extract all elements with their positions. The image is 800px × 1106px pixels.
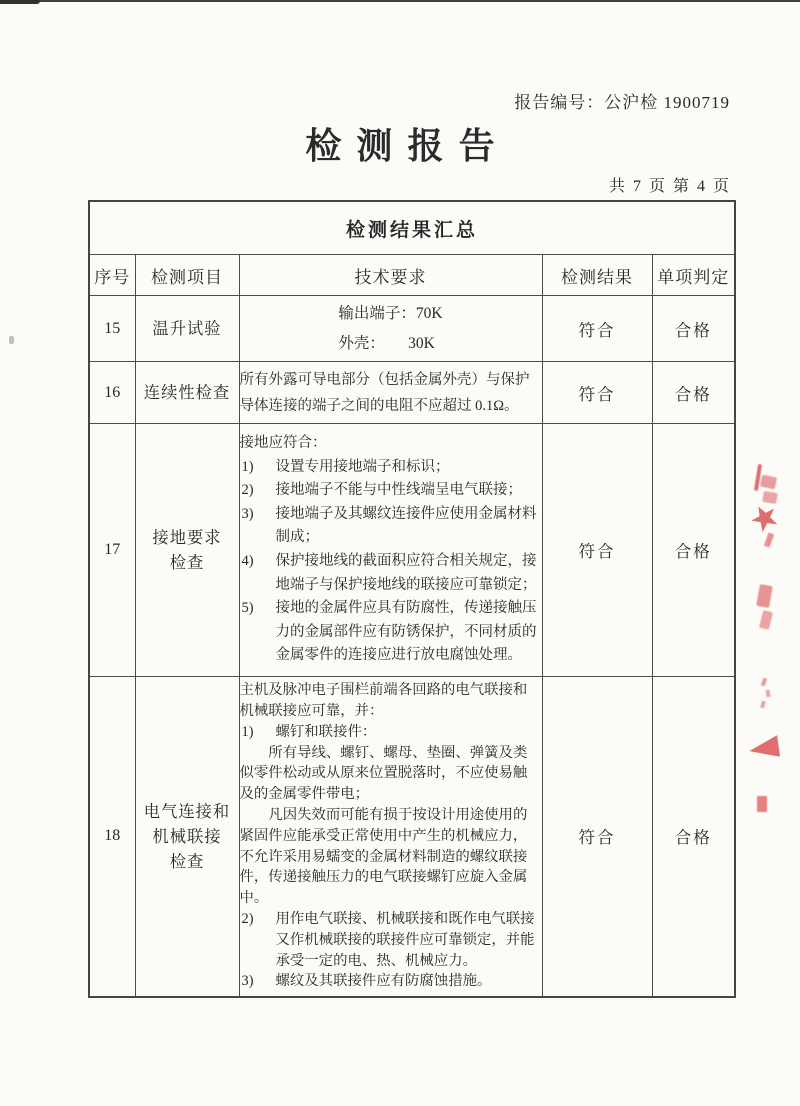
list-marker: 3) xyxy=(241,973,254,990)
test-results-table xyxy=(88,200,736,998)
item-judgment: 合格 xyxy=(652,362,735,424)
requirement-block xyxy=(240,367,542,419)
page-title: 检测报告 xyxy=(305,126,510,166)
requirement-line: 输出端子：70K xyxy=(338,304,443,322)
row-number: 15 xyxy=(89,296,135,362)
table-row xyxy=(89,362,735,424)
item-judgment: 合格 xyxy=(652,296,735,362)
test-result: 符合 xyxy=(542,362,652,424)
column-header: 检测结果 xyxy=(542,255,652,296)
list-marker: 2) xyxy=(241,482,254,499)
table-title: 检测结果汇总 xyxy=(89,201,735,255)
requirement-line xyxy=(240,456,542,480)
requirement-text: 保护接地线的截面积应符合相关规定，接地端子与保护接地线的联接应可靠锁定； xyxy=(275,553,537,593)
requirement-line xyxy=(240,503,542,550)
test-item-line: 温升试验 xyxy=(152,319,222,338)
requirement-line: 主机及脉冲电子围栏前端各回路的电气联接和机械联接应可靠，并： xyxy=(239,682,528,720)
list-marker: 1) xyxy=(241,458,254,475)
column-header: 技术要求 xyxy=(239,255,542,296)
stamp-fragment xyxy=(748,735,781,761)
column-header: 单项判定 xyxy=(652,255,735,296)
test-item-line: 电气连接和 xyxy=(143,801,231,821)
test-item xyxy=(135,424,239,677)
requirement-text: 设置专用接地端子和标识； xyxy=(275,458,450,475)
requirement-line xyxy=(240,550,542,597)
stamp-fragment xyxy=(759,610,773,630)
requirement-text: 接地端子不能与中性线端呈电气联接； xyxy=(275,482,522,499)
test-item-line: 检查 xyxy=(169,851,205,871)
test-item xyxy=(135,296,239,362)
list-marker: 3) xyxy=(241,505,254,522)
test-result: 符合 xyxy=(542,424,652,677)
results-table-container xyxy=(88,200,736,998)
requirement-text: 用作电气联接、机械联接和既作电气联接又作机械联接的联接件应可靠锁定，并能承受一定的电、热、机械应力。 xyxy=(275,911,535,969)
test-result: 符合 xyxy=(542,296,652,362)
requirement-text: 螺钉和联接件： xyxy=(275,723,377,740)
requirement-text: 螺纹及其联接件应有防腐蚀措施。 xyxy=(275,973,492,990)
test-item-line: 接地要求 xyxy=(152,528,222,547)
page-count-indicator: 共 7 页 第 4 页 xyxy=(608,178,731,195)
stamp-fragment xyxy=(756,584,773,608)
table-row xyxy=(89,424,735,677)
requirement-line xyxy=(240,479,542,503)
test-item-line: 机械联接 xyxy=(152,826,222,846)
report-number: 报告编号：公沪检 1900719 xyxy=(514,93,730,112)
scan-edge-artifact xyxy=(0,0,40,4)
stamp-fragment xyxy=(757,796,767,812)
stamp-fragment xyxy=(760,701,766,709)
stamp-fragment xyxy=(760,475,777,490)
requirement-line xyxy=(240,722,542,743)
technical-requirement xyxy=(239,424,542,677)
list-marker: 5) xyxy=(241,600,254,617)
requirement-line: 凡因失效而可能有损于按设计用途使用的紧固件应能承受正常使用中产生的机械应力，不允许采用易蠕变的金属材料制造的螺纹联接件，传递接触压力的电气联接螺钉应旋入金属中。 xyxy=(239,807,528,907)
list-marker: 2) xyxy=(241,911,254,928)
requirement-block xyxy=(240,432,542,668)
technical-requirement xyxy=(239,677,542,997)
item-judgment: 合格 xyxy=(652,677,735,997)
stamp-star-icon xyxy=(746,500,782,536)
list-marker: 4) xyxy=(241,553,254,569)
table-row xyxy=(89,677,735,997)
technical-requirement xyxy=(239,362,542,424)
scan-speck xyxy=(9,336,14,344)
stamp-fragment xyxy=(764,532,774,547)
requirement-line xyxy=(240,909,542,971)
test-item-line: 连续性检查 xyxy=(143,383,231,402)
requirement-line: 所有外露可导电部分（包括金属外壳）与保护导体连接的端子之间的电阻不应超过 0.1Ω。 xyxy=(239,371,530,414)
row-number: 16 xyxy=(89,362,135,424)
table-header-row xyxy=(89,255,735,296)
requirement-line: 外壳： 30K xyxy=(338,334,435,352)
column-header: 序号 xyxy=(89,255,135,296)
stamp-fragment xyxy=(765,690,770,698)
requirement-line: 所有导线、螺钉、螺母、垫圈、弹簧及类似零件松动或从原来位置脱落时，不应使易触及的金属零件带电； xyxy=(239,744,528,803)
column-header: 检测项目 xyxy=(135,255,239,296)
table-row xyxy=(89,296,735,362)
requirement-block xyxy=(338,299,442,359)
technical-requirement xyxy=(239,296,542,362)
requirement-line xyxy=(240,597,542,668)
test-result: 符合 xyxy=(542,677,652,997)
requirement-line: 接地应符合： xyxy=(239,435,327,452)
test-item xyxy=(135,677,239,997)
stamp-fragment xyxy=(762,491,777,504)
stamp-fragment xyxy=(761,678,767,687)
requirement-text: 接地端子及其螺纹连接件应使用金属材料制成； xyxy=(275,505,537,546)
requirement-text: 接地的金属件应具有防腐性，传递接触压力的金属部件应有防锈保护，不同材质的金属零件的连接应进行放电腐蚀处理。 xyxy=(275,600,537,664)
scan-edge-artifact xyxy=(0,0,800,2)
list-marker: 1) xyxy=(241,723,254,740)
table-title-row xyxy=(89,201,735,255)
row-number: 17 xyxy=(89,424,135,677)
requirement-block xyxy=(240,680,542,992)
test-item-line: 检查 xyxy=(169,553,205,572)
requirement-line xyxy=(240,971,542,992)
test-item xyxy=(135,362,239,424)
item-judgment: 合格 xyxy=(652,424,735,677)
row-number: 18 xyxy=(89,677,135,997)
